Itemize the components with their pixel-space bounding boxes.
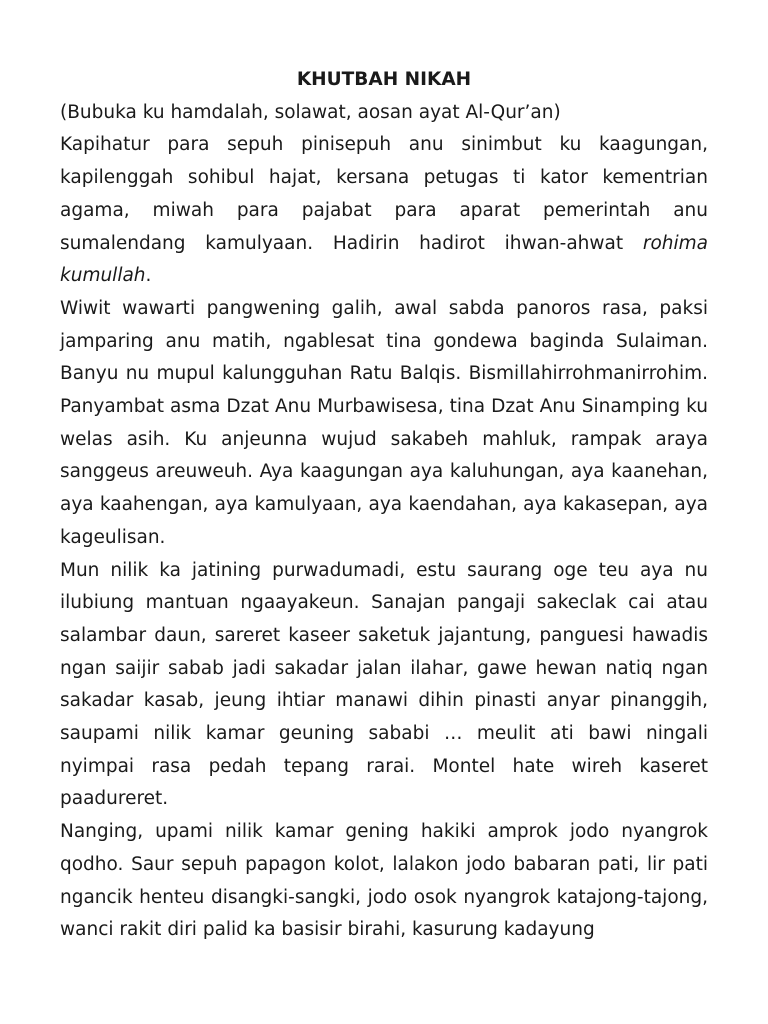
paragraph-fate: Nanging, upami nilik kamar gening hakiki amprok jodo nyangrok qodho. Saur sepuh papagon kolot, lalakon jodo babaran pati, lir pati ngancik henteu disangki-sangki, jodo osok nyangrok katajong-tajong, wanci rakit diri palid ka basisir birahi, kasurung kadayung xyxy=(60,821,708,941)
document-subtitle: (Bubuka ku hamdalah, solawat, aosan ayat Al-Qur’an) xyxy=(60,101,561,123)
document-title: KHUTBAH NIKAH xyxy=(296,69,472,90)
paragraph-origin: Mun nilik ka jatining purwadumadi, estu saurang oge teu aya nu ilubiung mantuan ngaayakeun. Sanajan pangaji sakeclak cai atau salambar daun, sareret kaseer saketuk jajantung, panguesi hawadis ngan saijir sabab jadi sakadar jalan ilahar, gawe hewan natiq ngan sakadar kasab, jeung ihtiar manawi dihin pinasti anyar pinanggih, saupami nilik kamar geuning sababi … meulit ati bawi ningali nyimpai rasa pedah tepang rarai. Montel hate wireh kaseret paadureret. xyxy=(60,559,708,810)
paragraph-opening: Wiwit wawarti pangwening galih, awal sabda panoros rasa, paksi jamparing anu matih, ngablesat tina gondewa baginda Sulaiman. Banyu nu mupul kalungguhan Ratu Balqis. Bismillahirrohmanirrohim. Panyambat asma Dzat Anu Murbawisesa, tina Dzat Anu Sinamping ku welas asih. Ku anjeunna wujud sakabeh mahluk, rampak araya sanggeus areuweuh. Aya kaagungan aya kaluhungan, aya kaanehan, aya kaahengan, aya kamulyaan, aya kaendahan, aya kakasepan, aya kageulisan. xyxy=(60,297,708,548)
paragraph-greeting-italic: rohima kumullah xyxy=(60,232,708,287)
paragraph-greeting-end: . xyxy=(145,265,152,287)
paragraph-greeting-text: Kapihatur para sepuh pinisepuh anu sinimbut ku kaagungan, kapilenggah sohibul hajat, kersana petugas ti kator kementrian agama, miwah para pajabat para aparat pemerintah anu sumalendang kamulyaan. Hadirin hadirot ihwan-ahwat xyxy=(60,134,708,254)
document-page xyxy=(60,64,708,947)
paragraph-greeting xyxy=(60,129,708,293)
